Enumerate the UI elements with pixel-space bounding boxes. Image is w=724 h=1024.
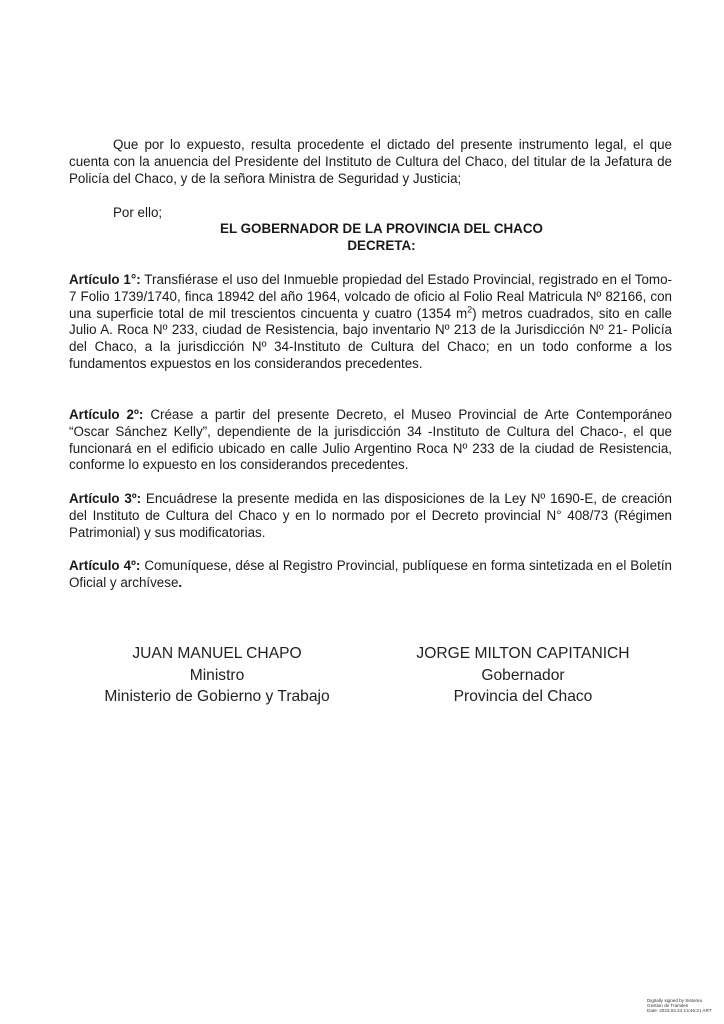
- article-1-text-b: ) metros cuadrados, sito en calle Julio A. Roca Nº 233, ciudad de Resistencia, bajo inventario Nº 213 de la Jurisdicción Nº 21- Policía del Chaco, a la jurisdicción Nº 34-Instituto de Cultura del Chaco; en un todo conforme a los fundamentos expuestos en los considerandos precedentes.: [69, 305, 672, 371]
- article-4-period: .: [178, 574, 183, 590]
- article-4: [69, 558, 672, 592]
- article-1-label: Artículo 1°:: [69, 272, 141, 287]
- intro-paragraph: Que por lo expuesto, resulta procedente el dictado del presente instrumento legal, el que cuenta con la anuencia del Presidente del Instituto de Cultura del Chaco, del titular de la Jefatura de Policía del Chaco, y de la señora Ministra de Seguridad y Justicia;: [69, 137, 672, 186]
- article-2: [69, 407, 672, 474]
- article-3: [69, 491, 672, 541]
- article-2-label: Artículo 2º:: [69, 407, 144, 422]
- article-4-text: Comuníquese, dése al Registro Provincial, publíquese en forma sintetizada en el Boletín Oficial y archívese: [69, 558, 672, 590]
- article-1: [69, 272, 672, 373]
- article-4-label: Artículo 4º:: [69, 558, 141, 573]
- article-3-label: Artículo 3º:: [69, 491, 142, 506]
- signer-role: Gobernador: [481, 666, 565, 684]
- signature-block-governor: [363, 643, 683, 708]
- stamp-line-3: Date: 2023.04.24 13:46:21 ART: [647, 1008, 712, 1014]
- stamp-line-1: Digitally signed by Sistema: [647, 998, 702, 1003]
- signer-office: Ministerio de Gobierno y Trabajo: [104, 688, 330, 705]
- decree-subheading: DECRETA:: [347, 238, 416, 253]
- por-ello-text: Por ello;: [113, 205, 163, 220]
- article-1-text-a: Transfiérase el uso del Inmueble propiedad del Estado Provincial, registrado en el Tomo-7 Folio 1739/1740, finca 18942 del año 1964, volcado de oficio al Folio Real Matricula Nº 82166, con una superficie total de mil trescientos cincuenta y cuatro (1354 m: [69, 272, 672, 321]
- decree-heading: EL GOBERNADOR DE LA PROVINCIA DEL CHACO: [220, 221, 543, 236]
- digital-signature-stamp: [647, 998, 723, 1014]
- signer-office: Provincia del Chaco: [453, 688, 593, 705]
- signer-role: Ministro: [189, 666, 245, 684]
- stamp-line-2: Gestion de Tramites: [647, 1003, 689, 1009]
- signature-block-minister: [57, 643, 377, 708]
- signer-name: JORGE MILTON CAPITANICH: [416, 645, 630, 662]
- article-1-superscript: 2: [467, 304, 473, 315]
- article-3-text: Encuádrese la presente medida en las disposiciones de la Ley Nº 1690-E, de creación del Instituto de Cultura del Chaco y en lo normado por el Decreto provincial N° 408/73 (Régimen Patrimonial) y sus modificatorias.: [69, 491, 673, 540]
- signer-name: JUAN MANUEL CHAPO: [132, 645, 302, 662]
- article-2-text: Créase a partir del presente Decreto, el Museo Provincial de Arte Contemporáneo “Oscar Sánchez Kelly”, dependiente de la jurisdicción 34 -Instituto de Cultura del Chaco-, el que funcionará en el edificio ubicado en calle Julio Argentino Roca Nº 233 de la ciudad de Resistencia, conforme lo expuesto en los considerandos precedentes.: [69, 407, 673, 473]
